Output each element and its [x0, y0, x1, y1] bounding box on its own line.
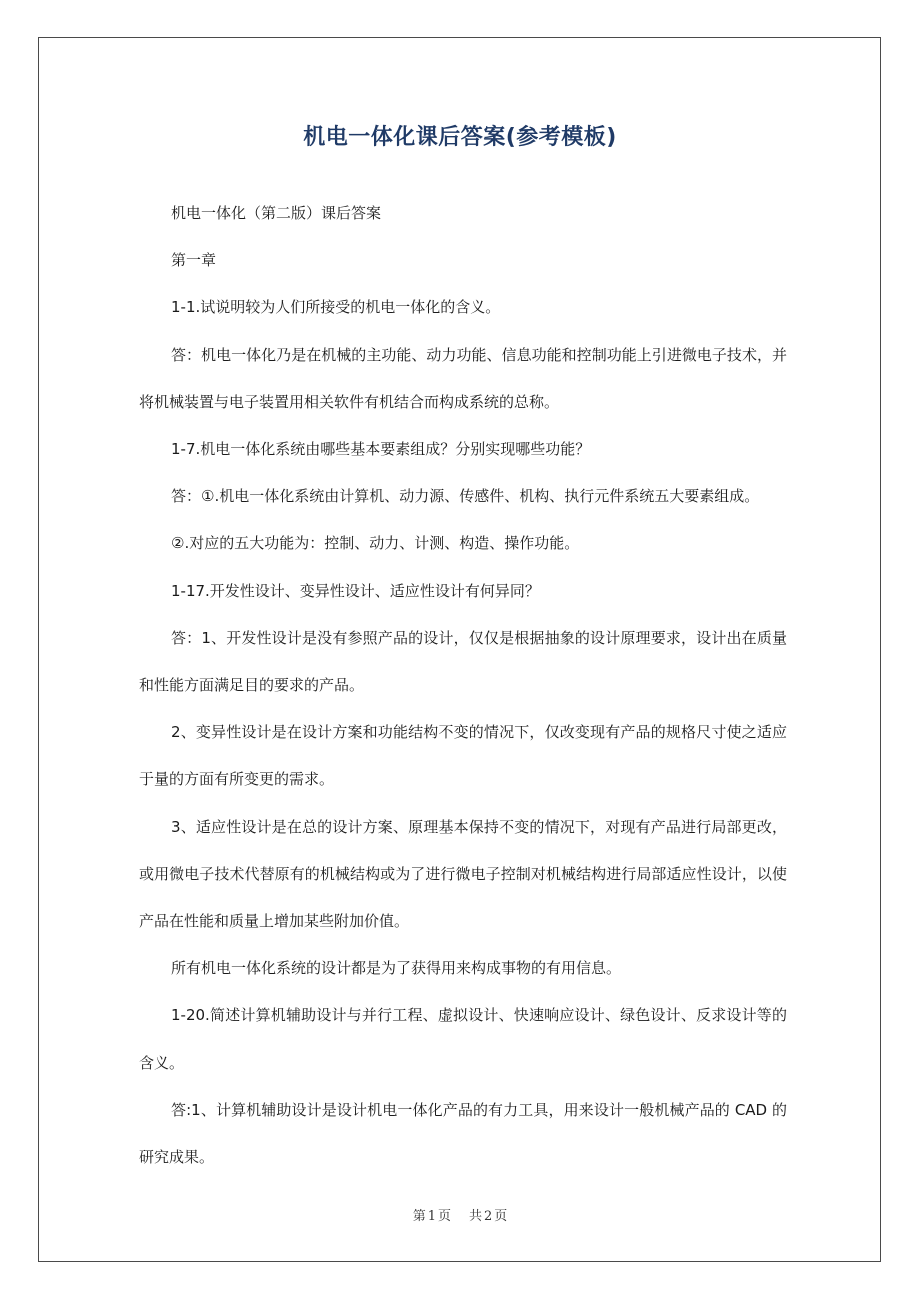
paragraph: 答:1、计算机辅助设计是设计机电一体化产品的有力工具，用来设计一般机械产品的 CAD 的研究成果。 [139, 1100, 787, 1167]
paragraph: 答：机电一体化乃是在机械的主功能、动力功能、信息功能和控制功能上引进微电子技术，并将机械装置与电子装置用相关软件有机结合而构成系统的总称。 [139, 345, 787, 411]
paragraph: 1-1.试说明较为人们所接受的机电一体化的含义。 [171, 298, 501, 317]
paragraph: 1-17.开发性设计、变异性设计、适应性设计有何异同？ [171, 581, 540, 600]
footer-page-prefix: 第 [412, 1209, 426, 1224]
footer-page-total: 2 [484, 1209, 493, 1224]
document-body [139, 190, 787, 1181]
paragraph: 2、变异性设计是在设计方案和功能结构不变的情况下，仅改变现有产品的规格尺寸使之适应于量的方面有所变更的需求。 [139, 723, 787, 789]
paragraph: 第一章 [171, 251, 217, 270]
footer-page-current: 1 [427, 1209, 436, 1224]
paragraph: 所有机电一体化系统的设计都是为了获得用来构成事物的有用信息。 [171, 959, 622, 978]
document-title: 机电一体化课后答案(参考模板) [303, 125, 617, 150]
paragraph: ②.对应的五大功能为：控制、动力、计测、构造、操作功能。 [171, 534, 580, 553]
paragraph: 1-7.机电一体化系统由哪些基本要素组成？分别实现哪些功能？ [171, 440, 591, 459]
footer-page-unit: 页 [437, 1209, 451, 1224]
footer-total-prefix: 共 [469, 1209, 483, 1224]
footer-total-unit: 页 [494, 1209, 508, 1224]
page-footer [0, 1205, 920, 1224]
paragraph: 1-20.简述计算机辅助设计与并行工程、虚拟设计、快速响应设计、绿色设计、反求设计等的含义。 [139, 1006, 787, 1072]
paragraph: 答：1、开发性设计是没有参照产品的设计，仅仅是根据抽象的设计原理要求，设计出在质量和性能方面满足目的要求的产品。 [139, 628, 787, 695]
paragraph: 机电一体化（第二版）课后答案 [171, 204, 382, 222]
paragraph: 3、适应性设计是在总的设计方案、原理基本保持不变的情况下，对现有产品进行局部更改，或用微电子技术代替原有的机械结构或为了进行微电子控制对机械结构进行局部适应性设计，以使产品在性能和质量上增加某些附加价值。 [139, 817, 787, 931]
paragraph: 答：①.机电一体化系统由计算机、动力源、传感件、机构、执行元件系统五大要素组成。 [171, 487, 760, 506]
